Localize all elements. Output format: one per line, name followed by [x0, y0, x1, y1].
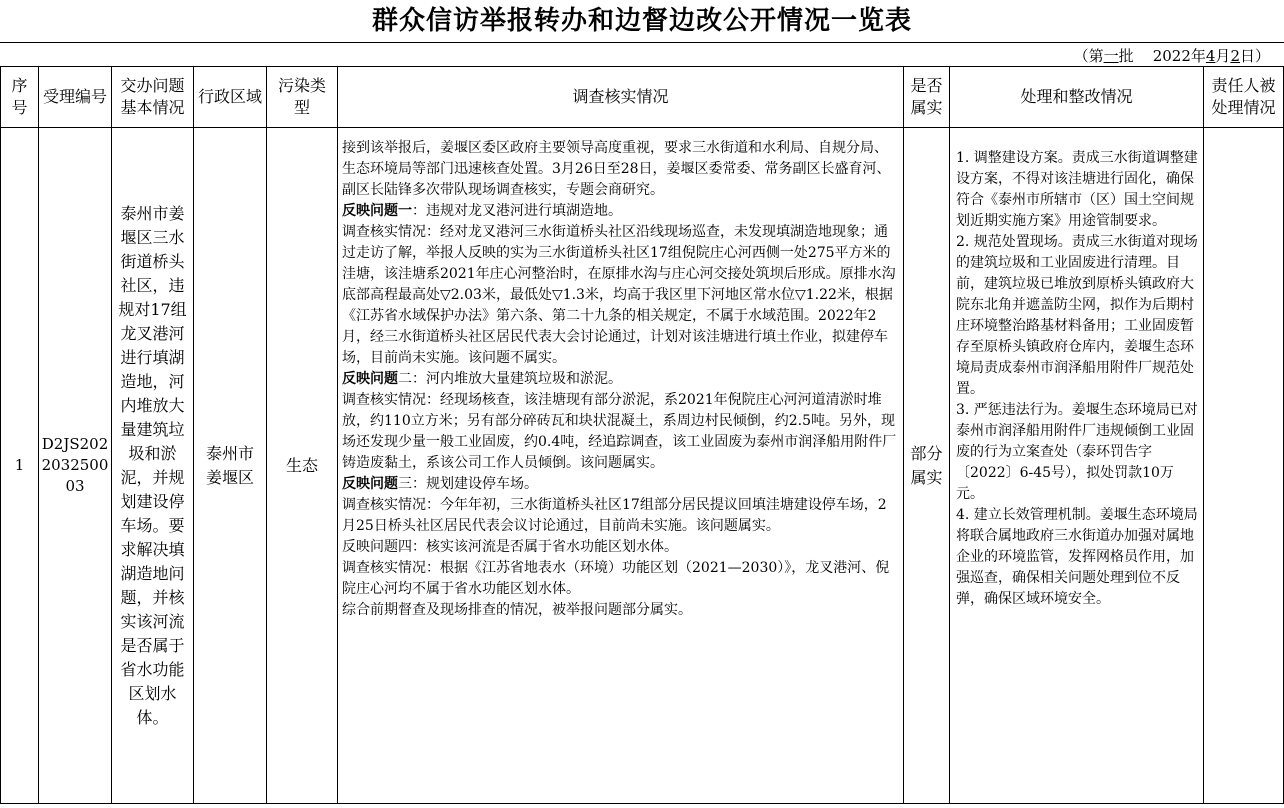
cell-pollution: 生态 [267, 128, 338, 804]
header-row [1, 67, 1284, 128]
report-table [0, 66, 1284, 804]
handling-item-2: 2. 规范处置现场。责成三水街道对现场的建筑垃圾和工业固废进行清理。目前，建筑垃圾已堆放到原桥头镇政府大院东北角并遮盖防尘网，拟作为后期村庄环境整治路基材料备用；工业固废暂存至原桥头镇政府仓库内，姜堰生态环境局责成泰州市润泽船用附件厂规范处置。 [956, 234, 1198, 397]
batch-number: 一 [1103, 47, 1119, 65]
handling-item-3: 3. 严惩违法行为。姜堰生态环境局已对泰州市润泽船用附件厂违规倾倒工业固废的行为立案查处（泰环罚告字〔2022〕6-45号），拟处罚款10万元。 [956, 402, 1198, 502]
cell-seq: 1 [1, 128, 39, 804]
header-responsible: 责任人被处理情况 [1204, 67, 1284, 128]
cell-verified: 部分属实 [904, 128, 950, 804]
batch-date-line [0, 42, 1284, 67]
header-problem: 交办问题基本情况 [112, 67, 194, 128]
table-row [1, 128, 1284, 804]
cell-handling [950, 128, 1204, 804]
header-investigation: 调查核实情况 [338, 67, 904, 128]
cell-code: D2JS2022032500 03 [39, 128, 112, 804]
investigation-intro: 接到该举报后，姜堰区委区政府主要领导高度重视，要求三水街道和水利局、自规分局、生态环境局等部门迅速核查处置。3月26日至28日，姜堰区委常委、常务副区长盛育河、副区长陆锋多次带队现场调查核实，专题会商研究。 [342, 140, 891, 198]
header-code: 受理编号 [39, 67, 112, 128]
issue-2-title: 反映问题二：河内堆放大量建筑垃圾和淤泥。 [342, 371, 622, 387]
cell-investigation [338, 128, 904, 804]
handling-item-4: 4. 建立长效管理机制。姜堰生态环境局将联合属地政府三水街道办加强对属地企业的环境监管，发挥网格员作用，加强巡查，确保相关问题处理到位不反弹，确保区域环境安全。 [956, 507, 1198, 607]
day-value: 2 [1230, 47, 1240, 65]
header-pollution: 污染类型 [267, 67, 338, 128]
issue-3-findings: 调查核实情况：今年年初，三水街道桥头社区17组部分居民提议回填洼塘建设停车场，2月25日桥头社区居民代表会议讨论通过，目前尚未实施。该问题属实。 [342, 497, 887, 534]
batch-date: （第一批 2022年4月2日） [1073, 47, 1270, 65]
cell-responsible [1204, 128, 1284, 804]
month-value: 4 [1205, 47, 1216, 65]
issue-1-title: 反映问题一：违规对龙叉港河进行填湖造地。 [342, 203, 622, 219]
issue-2-findings: 调查核实情况：经现场核查，该洼塘现有部分淤泥，系2021年倪院庄心河河道清淤时堆放，约110立方米；另有部分碎砖瓦和块状混凝土，系周边村民倾倒，约2.5吨。另外，现场还发现少量一般工业固废，约0.4吨，经追踪调查，该工业固废为泰州市润泽船用附件厂铸造废黏土，系该公司工作人员倾倒。该问题属实。 [342, 392, 897, 471]
document-title: 群众信访举报转办和边督边改公开情况一览表 [371, 6, 912, 36]
cell-region: 泰州市姜堰区 [194, 128, 267, 804]
handling-item-1: 1. 调整建设方案。责成三水街道调整建设方案，不得对该洼塘进行固化，确保符合《泰州市所辖市（区）国土空间规划近期实施方案》用途管制要求。 [956, 150, 1198, 229]
header-seq: 序号 [1, 67, 39, 128]
issue-3-title: 反映问题三：规划建设停车场。 [342, 476, 538, 492]
issue-4-title: 反映问题四：核实该河流是否属于省水功能区划水体。 [342, 539, 678, 555]
issue-4-findings: 调查核实情况：根据《江苏省地表水（环境）功能区划（2021—2030）》，龙叉港河、倪院庄心河均不属于省水功能区划水体。 [342, 560, 890, 597]
investigation-conclusion: 综合前期督查及现场排查的情况，被举报问题部分属实。 [342, 602, 692, 618]
cell-problem: 泰州市姜堰区三水街道桥头社区，违规对17组龙叉港河进行填湖造地，河内堆放大量建筑垃圾和淤泥，并规划建设停车场。要求解决填湖造地问题，并核实该河流是否属于省水功能区划水体。 [112, 128, 194, 804]
header-verified: 是否属实 [904, 67, 950, 128]
header-region: 行政区域 [194, 67, 267, 128]
header-handling: 处理和整改情况 [950, 67, 1204, 128]
issue-1-findings: 调查核实情况：经对龙叉港河三水街道桥头社区沿线现场巡查，未发现填湖造地现象；通过走访了解，举报人反映的实为三水街道桥头社区17组倪院庄心河西侧一处275平方米的洼塘，该洼塘系2021年庄心河整治时，在原排水沟与庄心河交接处筑坝后形成。原排水沟底部高程最高处▽2.03米，最低处▽1.3米，均高于我区里下河地区常水位▽1.22米，根据《江苏省水域保护办法》第六条、第二十九条的相关规定，不属于水域范围。2022年2月，经三水街道桥头社区居民代表大会讨论通过，计划对该洼塘进行填土作业，拟建停车场，目前尚未实施。该问题不属实。 [342, 224, 896, 366]
